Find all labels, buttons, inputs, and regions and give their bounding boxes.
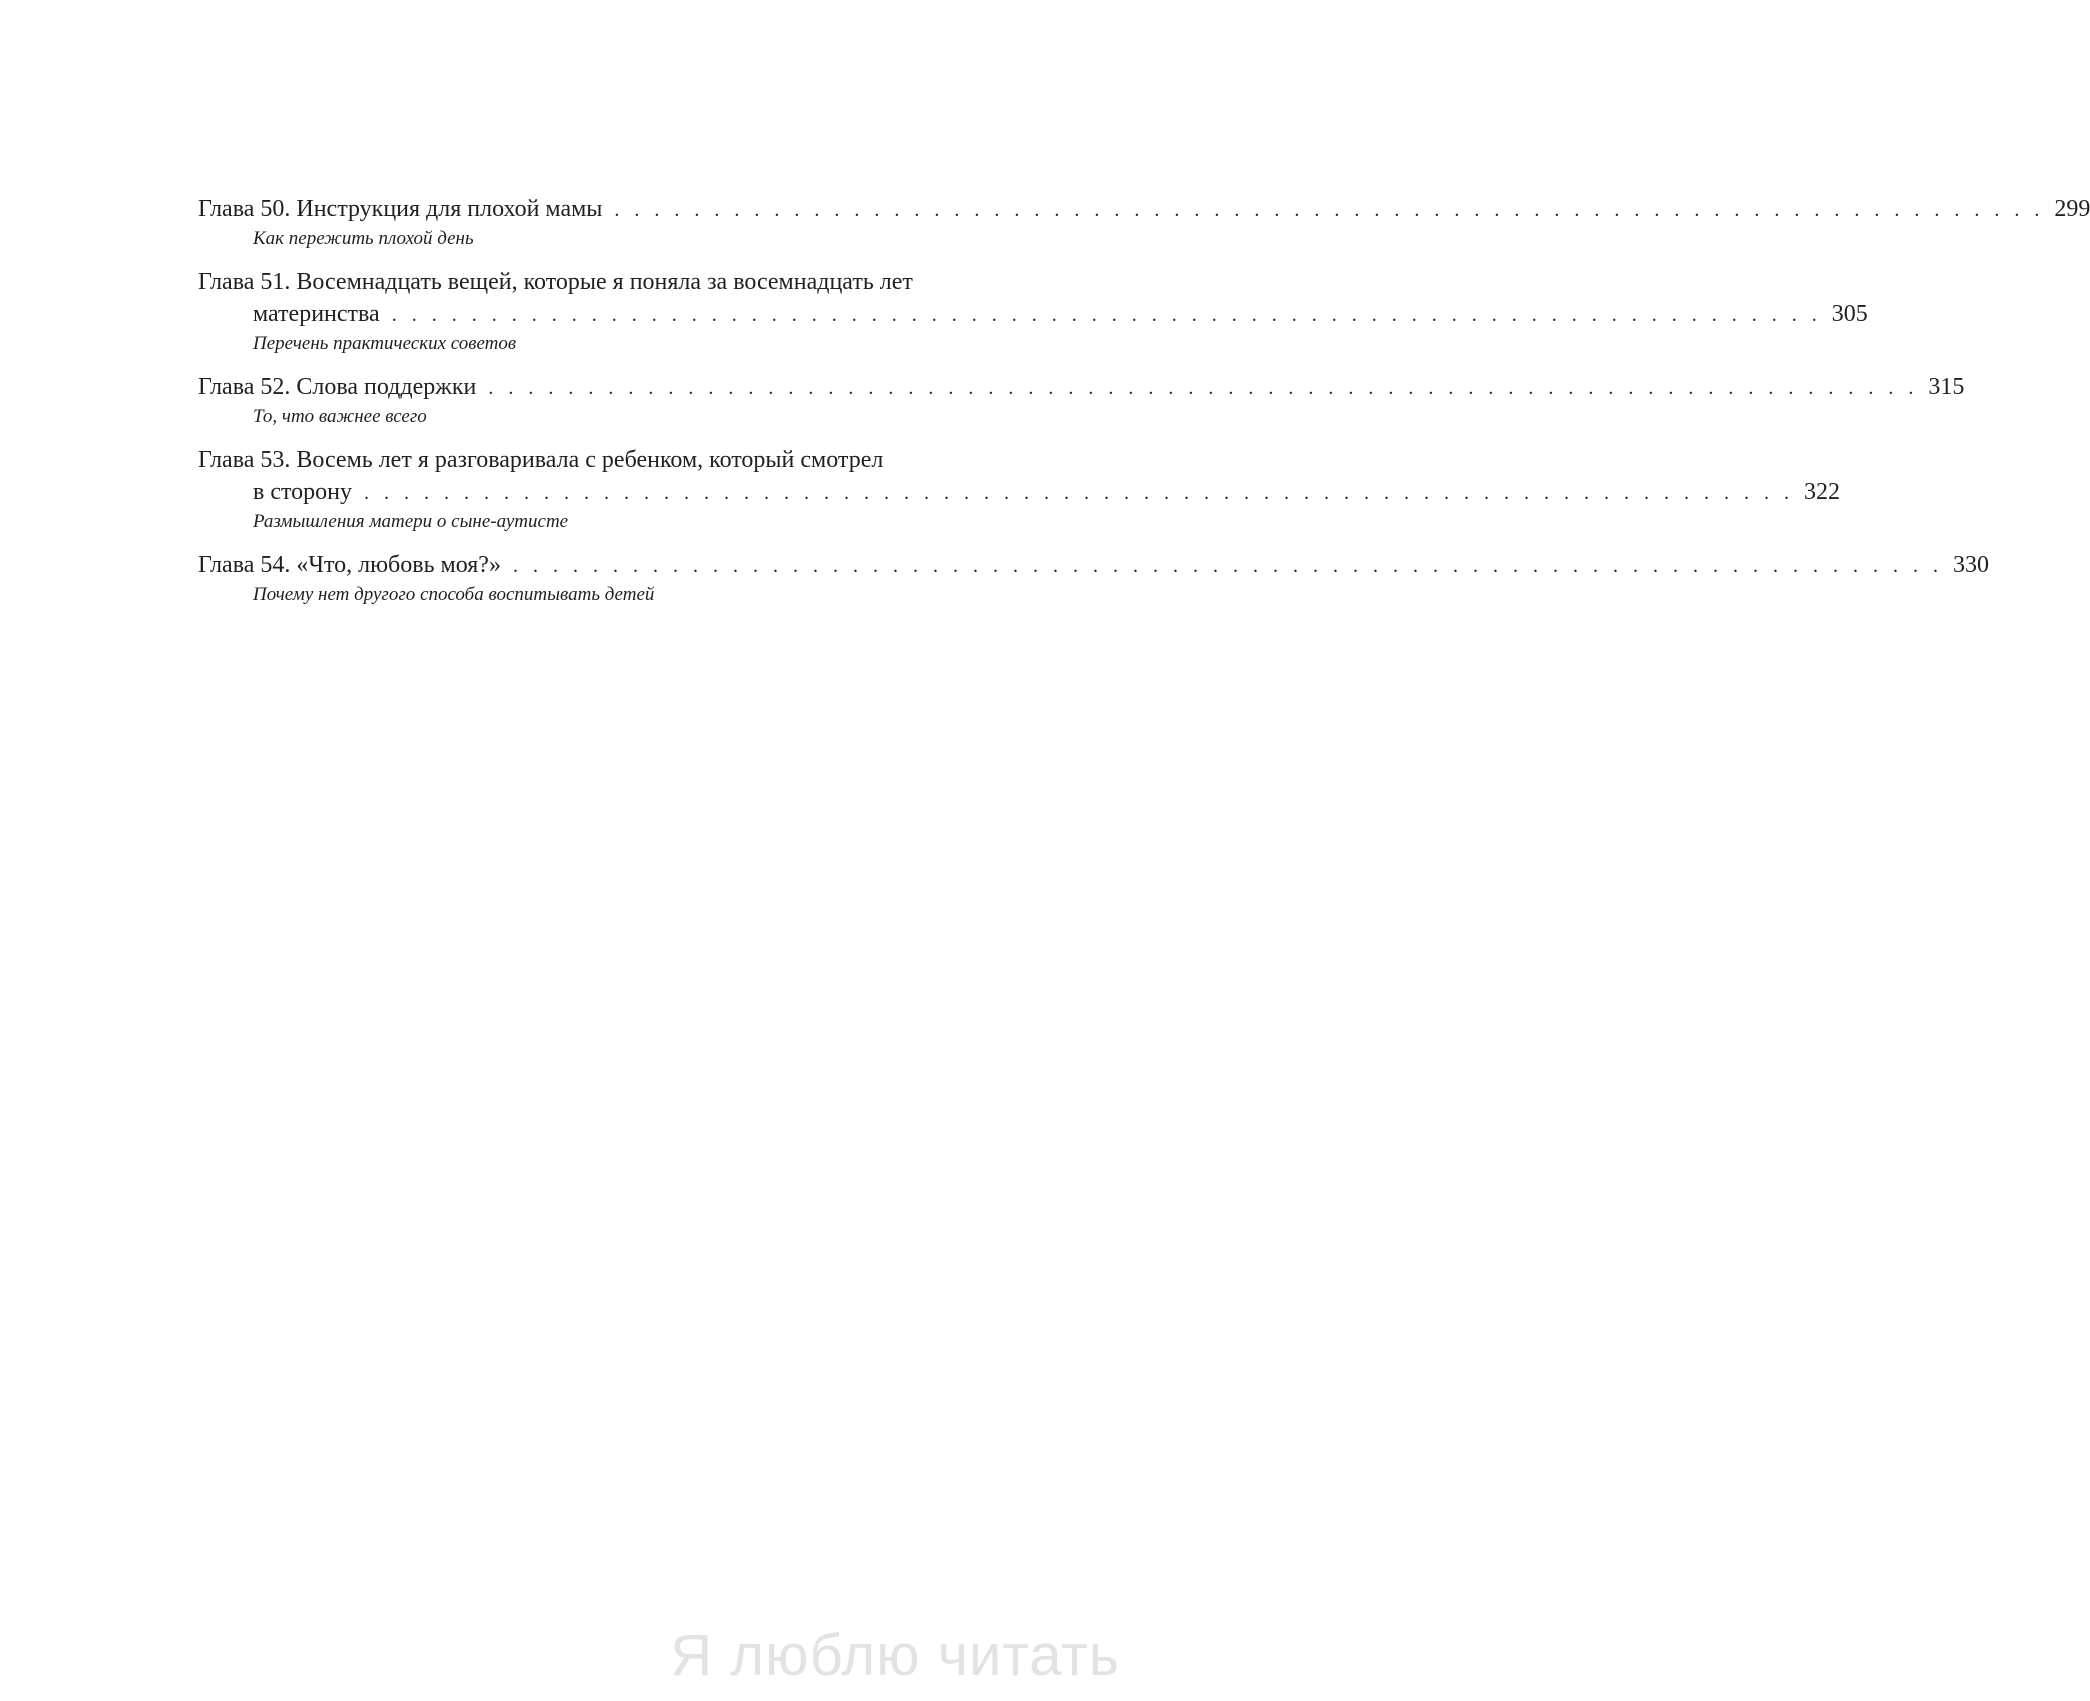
dot-leader: . . . . . . . . . . . . . . . . . . . . . . . . . . . . . . . . . . . . . . . . . . . . . . . . . . . . . . . . . . . . . . . . . . . . . . . . xyxy=(512,555,1943,577)
toc-line xyxy=(198,444,990,476)
toc-entry xyxy=(198,371,1965,430)
toc-entry xyxy=(198,266,1868,357)
watermark-text: Я люблю читать xyxy=(670,1623,1120,1688)
dot-leader: . . . . . . . . . . . . . . . . . . . . . . . . . . . . . . . . . . . . . . . . . . . . . . . . . . . . . . . . . . . . . . . . . . . . . . . . xyxy=(391,304,1822,326)
toc-line xyxy=(198,193,2090,226)
toc-line xyxy=(198,549,1989,582)
chapter-subtitle: Перечень практических советов xyxy=(253,333,517,354)
chapter-subtitle: Размышления матери о сыне-аутисте xyxy=(253,511,569,532)
chapter-title: Глава 54. «Что, любовь моя?» xyxy=(198,552,501,578)
chapter-subtitle: Как пережить плохой день xyxy=(253,228,474,249)
toc-line-continued xyxy=(198,476,1840,509)
chapter-title: Глава 51. Восемнадцать вещей, которые я поняла за восемнадцать лет xyxy=(198,269,913,295)
toc-entry xyxy=(198,549,1989,608)
chapter-title: Глава 53. Восемь лет я разговаривала с ребенком, который смотрел xyxy=(198,447,884,473)
dot-leader: . . . . . . . . . . . . . . . . . . . . . . . . . . . . . . . . . . . . . . . . . . . . . . . . . . . . . . . . . . . . . . . . . . . . . . . . xyxy=(614,199,2045,221)
page-number: 305 xyxy=(1831,301,1868,327)
page-number: 315 xyxy=(1928,374,1965,400)
page-number: 322 xyxy=(1804,479,1840,505)
dot-leader: . . . . . . . . . . . . . . . . . . . . . . . . . . . . . . . . . . . . . . . . . . . . . . . . . . . . . . . . . . . . . . . . . . . . . . . . xyxy=(364,482,1794,504)
page-number: 330 xyxy=(1952,552,1989,578)
chapter-title-continued: в сторону xyxy=(253,479,352,505)
chapter-subtitle: Почему нет другого способа воспитывать детей xyxy=(253,584,655,605)
dot-leader: . . . . . . . . . . . . . . . . . . . . . . . . . . . . . . . . . . . . . . . . . . . . . . . . . . . . . . . . . . . . . . . . . . . . . . . . xyxy=(488,377,1919,399)
chapter-title: Глава 50. Инструкция для плохой мамы xyxy=(198,196,603,222)
chapter-title-continued: материнства xyxy=(253,301,380,327)
page-number: 299 xyxy=(2054,196,2090,222)
toc-line-continued xyxy=(198,298,1868,331)
toc-entry xyxy=(198,444,1840,535)
chapter-subtitle: То, что важнее всего xyxy=(253,406,427,427)
toc-entry xyxy=(198,193,2090,252)
chapter-title: Глава 52. Слова поддержки xyxy=(198,374,477,400)
toc-line xyxy=(198,371,1965,404)
table-of-contents xyxy=(198,193,2090,622)
toc-line xyxy=(198,266,990,298)
